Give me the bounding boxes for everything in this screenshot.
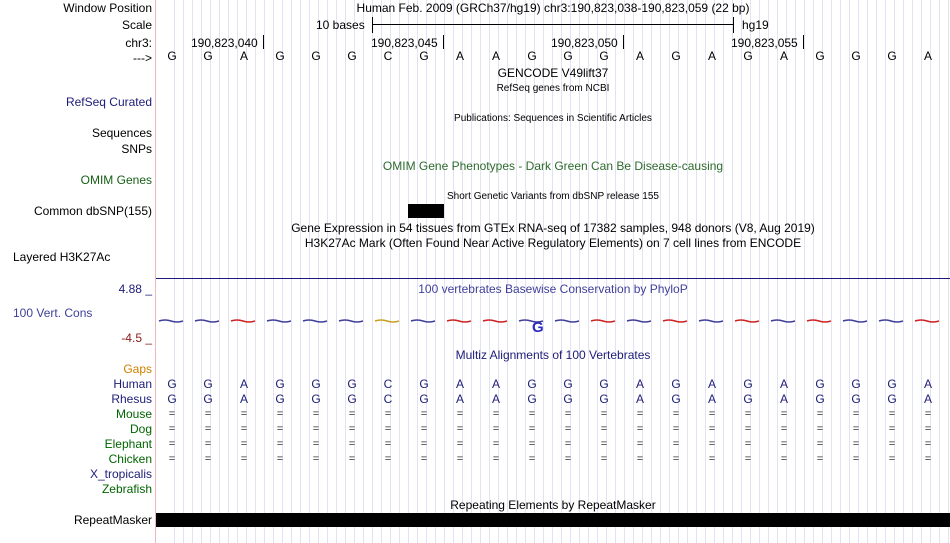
aligned-gap-mark: =: [708, 423, 716, 435]
base-letter: A: [239, 49, 248, 63]
aligned-base: A: [923, 377, 932, 391]
conservation-mark: [339, 320, 363, 322]
refseq-curated-label[interactable]: RefSeq Curated: [65, 95, 152, 109]
aligned-gap-mark: =: [312, 408, 320, 420]
coord-label: 190,823,040: [191, 36, 258, 50]
aligned-gap-mark: =: [240, 453, 248, 465]
aligned-gap-mark: =: [852, 423, 860, 435]
aligned-gap-mark: =: [564, 453, 572, 465]
aligned-base: G: [815, 377, 825, 391]
aligned-gap-mark: =: [528, 453, 536, 465]
aligned-gap-mark: =: [564, 438, 572, 450]
aligned-base: G: [419, 377, 429, 391]
aligned-base: A: [455, 377, 464, 391]
base-letter: G: [887, 49, 897, 63]
aligned-gap-mark: =: [240, 408, 248, 420]
vert-cons-label[interactable]: 100 Vert. Cons: [13, 306, 93, 320]
aligned-gap-mark: =: [276, 453, 284, 465]
base-letter: A: [923, 49, 932, 63]
aligned-base: A: [779, 377, 788, 391]
omim-track-title[interactable]: OMIM Gene Phenotypes - Dark Green Can Be Disease-causing: [382, 159, 724, 173]
aligned-gap-mark: =: [168, 438, 176, 450]
aligned-base: G: [815, 392, 825, 406]
layered-h3k27ac-label[interactable]: Layered H3K27Ac: [13, 250, 111, 264]
aligned-base: A: [923, 392, 932, 406]
aligned-gap-mark: =: [636, 453, 644, 465]
conservation-mark: [807, 320, 831, 322]
base-letter: G: [851, 49, 861, 63]
aligned-gap-mark: =: [204, 438, 212, 450]
species-label[interactable]: Chicken: [108, 452, 152, 466]
aligned-base: G: [167, 392, 177, 406]
aligned-gap-mark: =: [564, 423, 572, 435]
aligned-base: A: [239, 392, 248, 406]
aligned-base: G: [851, 377, 861, 391]
base-letter: G: [527, 49, 537, 63]
aligned-gap-mark: =: [492, 408, 500, 420]
aligned-base: G: [887, 377, 897, 391]
conservation-mark: [771, 320, 795, 322]
base-letter: C: [383, 49, 393, 63]
aligned-base: A: [635, 392, 644, 406]
aligned-base: G: [311, 392, 321, 406]
aligned-gap-mark: =: [636, 408, 644, 420]
aligned-gap-mark: =: [852, 453, 860, 465]
aligned-gap-mark: =: [528, 423, 536, 435]
conservation-mark: [699, 320, 723, 322]
conservation-mark: [231, 320, 255, 322]
aligned-gap-mark: =: [744, 438, 752, 450]
conservation-mark: [447, 320, 471, 322]
species-label[interactable]: Human: [113, 377, 152, 391]
aligned-gap-mark: =: [600, 408, 608, 420]
aligned-base: G: [203, 377, 213, 391]
base-letter: A: [635, 49, 644, 63]
conservation-mark: [411, 320, 435, 322]
repeatmasker-label[interactable]: RepeatMasker: [73, 513, 152, 527]
aligned-base: A: [707, 377, 716, 391]
conservation-mark: [735, 320, 759, 322]
aligned-gap-mark: =: [636, 438, 644, 450]
aligned-base: G: [851, 392, 861, 406]
aligned-base: G: [203, 392, 213, 406]
cons-max-label: 4.88 _: [118, 282, 152, 296]
dbsnp-track-title[interactable]: Short Genetic Variants from dbSNP release 155: [447, 191, 659, 202]
aligned-gap-mark: =: [276, 408, 284, 420]
common-dbsnp-label[interactable]: Common dbSNP(155): [33, 204, 152, 218]
conservation-mark: [879, 320, 903, 322]
coord-label: 190,823,055: [731, 36, 798, 50]
aligned-gap-mark: =: [384, 438, 392, 450]
aligned-base: G: [563, 392, 573, 406]
aligned-gap-mark: =: [456, 453, 464, 465]
gtex-track-title[interactable]: Gene Expression in 54 tissues from GTEx RNA-seq of 17382 samples, 948 donors (V8, Aug 2019): [291, 221, 815, 235]
aligned-base: G: [167, 377, 177, 391]
conservation-wiggle: [156, 312, 950, 336]
aligned-gap-mark: =: [528, 438, 536, 450]
aligned-gap-mark: =: [888, 438, 896, 450]
aligned-gap-mark: =: [204, 423, 212, 435]
aligned-gap-mark: =: [636, 423, 644, 435]
conservation-mark: [663, 320, 687, 322]
aligned-gap-mark: =: [204, 408, 212, 420]
scale-bar-right-end: [733, 17, 734, 33]
aligned-base: C: [383, 377, 393, 391]
aligned-gap-mark: =: [276, 423, 284, 435]
base-letter: G: [563, 49, 573, 63]
aligned-gap-mark: =: [888, 423, 896, 435]
sequences-label[interactable]: Sequences: [91, 126, 152, 140]
aligned-gap-mark: =: [240, 423, 248, 435]
aligned-gap-mark: =: [816, 423, 824, 435]
aligned-gap-mark: =: [744, 423, 752, 435]
coord-label: 190,823,050: [551, 36, 618, 50]
aligned-base: G: [275, 377, 285, 391]
aligned-gap-mark: =: [744, 408, 752, 420]
window-position-label: Window Position: [63, 1, 152, 15]
aligned-base: A: [635, 377, 644, 391]
aligned-gap-mark: =: [672, 438, 680, 450]
aligned-gap-mark: =: [348, 423, 356, 435]
conservation-mark: [195, 320, 219, 322]
aligned-base: G: [743, 377, 753, 391]
base-letter: A: [491, 49, 500, 63]
aligned-gap-mark: =: [348, 438, 356, 450]
aligned-gap-mark: =: [456, 408, 464, 420]
species-label[interactable]: Zebrafish: [101, 482, 152, 496]
aligned-gap-mark: =: [456, 438, 464, 450]
species-label[interactable]: Rhesus: [111, 392, 152, 406]
aligned-gap-mark: =: [564, 408, 572, 420]
aligned-gap-mark: =: [312, 423, 320, 435]
aligned-gap-mark: =: [672, 408, 680, 420]
aligned-base: G: [527, 392, 537, 406]
aligned-base: A: [707, 392, 716, 406]
species-label[interactable]: Mouse: [115, 407, 152, 421]
aligned-base: G: [887, 392, 897, 406]
aligned-gap-mark: =: [384, 408, 392, 420]
aligned-gap-mark: =: [708, 453, 716, 465]
aligned-base: C: [383, 392, 393, 406]
species-label[interactable]: Elephant: [104, 437, 152, 451]
aligned-gap-mark: =: [600, 438, 608, 450]
base-letter: A: [779, 49, 788, 63]
aligned-gap-mark: =: [492, 438, 500, 450]
aligned-gap-mark: =: [420, 453, 428, 465]
aligned-gap-mark: =: [744, 453, 752, 465]
aligned-gap-mark: =: [924, 453, 932, 465]
conservation-mark: [843, 320, 867, 322]
window-position-text[interactable]: Human Feb. 2009 (GRCh37/hg19) chr3:190,823,038-190,823,059 (22 bp): [356, 1, 750, 15]
gaps-label: Gaps: [123, 362, 152, 376]
aligned-gap-mark: =: [600, 453, 608, 465]
dbsnp-variant-block[interactable]: [408, 204, 444, 218]
aligned-gap-mark: =: [780, 408, 788, 420]
base-letter: G: [815, 49, 825, 63]
aligned-base: A: [491, 377, 500, 391]
aligned-gap-mark: =: [924, 423, 932, 435]
assembly-text: hg19: [742, 18, 769, 32]
aligned-base: A: [455, 392, 464, 406]
cons-top-line: [156, 278, 950, 279]
aligned-gap-mark: =: [420, 438, 428, 450]
aligned-gap-mark: =: [852, 438, 860, 450]
aligned-gap-mark: =: [528, 408, 536, 420]
refseq-track-title[interactable]: RefSeq genes from NCBI: [496, 83, 610, 94]
base-letter: G: [275, 49, 285, 63]
aligned-gap-mark: =: [240, 438, 248, 450]
conservation-mark: [159, 320, 183, 322]
base-letter: A: [455, 49, 464, 63]
aligned-gap-mark: =: [420, 408, 428, 420]
base-letter: G: [419, 49, 429, 63]
aligned-gap-mark: =: [780, 438, 788, 450]
aligned-base: G: [599, 377, 609, 391]
gencode-track-title[interactable]: GENCODE V49lift37: [497, 66, 609, 80]
aligned-base: A: [491, 392, 500, 406]
coord-tick: [623, 35, 624, 49]
aligned-gap-mark: =: [816, 408, 824, 420]
species-label[interactable]: Dog: [129, 422, 152, 436]
aligned-gap-mark: =: [384, 423, 392, 435]
conservation-mark: [267, 320, 291, 322]
aligned-base: G: [347, 392, 357, 406]
strand-toggle[interactable]: --->: [133, 51, 152, 65]
aligned-gap-mark: =: [168, 453, 176, 465]
aligned-gap-mark: =: [924, 408, 932, 420]
conservation-mark: [375, 320, 399, 322]
species-label[interactable]: X_tropicalis: [89, 467, 152, 481]
aligned-gap-mark: =: [672, 423, 680, 435]
base-letter: G: [203, 49, 213, 63]
aligned-base: A: [779, 392, 788, 406]
aligned-gap-mark: =: [816, 453, 824, 465]
base-letter: G: [167, 49, 177, 63]
aligned-base: G: [563, 377, 573, 391]
base-letter: A: [707, 49, 716, 63]
aligned-base: G: [419, 392, 429, 406]
scale-bases-text: 10 bases: [316, 18, 365, 32]
coord-tick: [263, 35, 264, 49]
scale-bar-line: [372, 24, 733, 25]
aligned-gap-mark: =: [924, 438, 932, 450]
aligned-gap-mark: =: [384, 453, 392, 465]
conservation-mark: [303, 320, 327, 322]
cons-min-label: -4.5 _: [121, 331, 152, 345]
conservation-mark: [555, 320, 579, 322]
aligned-gap-mark: =: [420, 423, 428, 435]
base-letter: G: [743, 49, 753, 63]
publications-track-title[interactable]: Publications: Sequences in Scientific Articles: [454, 113, 652, 124]
aligned-base: G: [743, 392, 753, 406]
conservation-mark: [483, 320, 507, 322]
aligned-gap-mark: =: [348, 453, 356, 465]
aligned-gap-mark: =: [816, 438, 824, 450]
aligned-gap-mark: =: [492, 453, 500, 465]
coord-tick: [803, 35, 804, 49]
aligned-gap-mark: =: [708, 408, 716, 420]
cons-track-title[interactable]: 100 vertebrates Basewise Conservation by PhyloP: [418, 282, 688, 296]
aligned-gap-mark: =: [780, 423, 788, 435]
base-letter: G: [671, 49, 681, 63]
base-letter: G: [311, 49, 321, 63]
aligned-gap-mark: =: [852, 408, 860, 420]
multiz-track-title[interactable]: Multiz Alignments of 100 Vertebrates: [455, 348, 651, 362]
coord-label: 190,823,045: [371, 36, 438, 50]
base-letter: G: [599, 49, 609, 63]
repeat-track-title[interactable]: Repeating Elements by RepeatMasker: [450, 498, 656, 512]
h3k27ac-track-title[interactable]: H3K27Ac Mark (Often Found Near Active Regulatory Elements) on 7 cell lines from ENCODE: [304, 236, 802, 250]
aligned-gap-mark: =: [672, 453, 680, 465]
aligned-gap-mark: =: [492, 423, 500, 435]
aligned-gap-mark: =: [456, 423, 464, 435]
aligned-base: G: [671, 392, 681, 406]
aligned-base: G: [527, 377, 537, 391]
scale-label: Scale: [121, 18, 152, 32]
aligned-base: G: [671, 377, 681, 391]
aligned-gap-mark: =: [600, 423, 608, 435]
aligned-gap-mark: =: [708, 438, 716, 450]
chrom-label: chr3:: [125, 36, 152, 50]
aligned-gap-mark: =: [888, 408, 896, 420]
aligned-gap-mark: =: [168, 423, 176, 435]
aligned-gap-mark: =: [888, 453, 896, 465]
aligned-gap-mark: =: [312, 453, 320, 465]
aligned-gap-mark: =: [168, 408, 176, 420]
conserved-base-logo: G: [532, 319, 544, 336]
conservation-mark: [591, 320, 615, 322]
omim-genes-label[interactable]: OMIM Genes: [80, 173, 152, 187]
snps-label[interactable]: SNPs: [121, 142, 152, 156]
conservation-mark: [627, 320, 651, 322]
conservation-mark: [915, 320, 939, 322]
aligned-base: A: [239, 377, 248, 391]
coord-tick: [443, 35, 444, 49]
aligned-base: G: [275, 392, 285, 406]
aligned-gap-mark: =: [348, 408, 356, 420]
repeat-element-block[interactable]: [156, 513, 950, 527]
aligned-gap-mark: =: [780, 453, 788, 465]
aligned-gap-mark: =: [276, 438, 284, 450]
aligned-gap-mark: =: [312, 438, 320, 450]
aligned-base: G: [347, 377, 357, 391]
base-letter: G: [347, 49, 357, 63]
aligned-base: G: [599, 392, 609, 406]
aligned-gap-mark: =: [204, 453, 212, 465]
scale-bar-left-end: [372, 17, 373, 33]
aligned-base: G: [311, 377, 321, 391]
